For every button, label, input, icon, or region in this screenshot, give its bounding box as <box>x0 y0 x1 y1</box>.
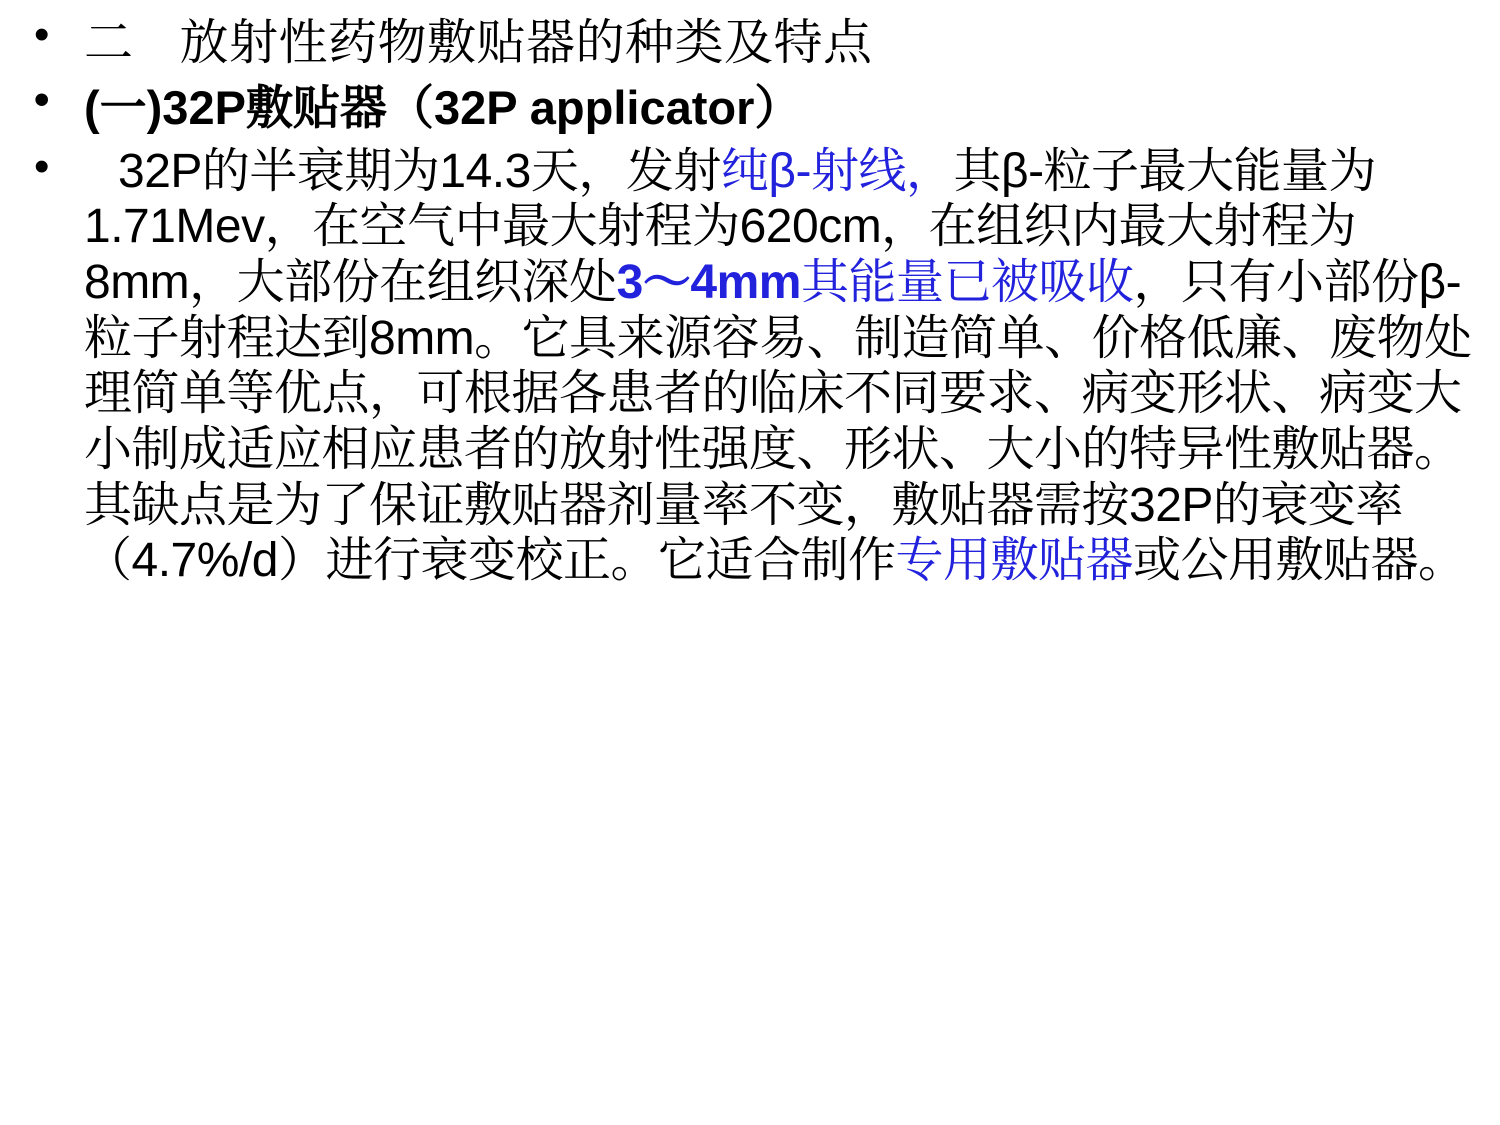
paragraph-segment-4-range: 3～4mm <box>616 255 801 309</box>
paragraph-segment-5-highlight: 其能量已被吸收 <box>800 255 1134 309</box>
body-paragraph <box>22 144 1480 589</box>
paragraph-segment-1: 32P的半衰期为14.3天，发射 <box>118 144 721 198</box>
heading-2-code: (一)32P <box>84 80 246 134</box>
paragraph-segment-6: ，只有小部份β-粒子射程达到8mm。它具来源容易、制造简单、价格低廉、废物处理简单等优点，可根据各患者的临床不同要求、病变形状、病变大小制成适应相应患者的放射性强度、形状、大小的特异性敷贴器。其缺点是为了保证敷贴器剂量率不变，敷贴器需按32P的衰变率（4.7%/d）进行衰变校正。它适合制作 <box>84 255 1472 588</box>
paragraph-segment-2-highlight: 纯β-射线， <box>720 144 954 198</box>
paragraph-segment-7-highlight: 专用敷贴器 <box>895 534 1133 588</box>
heading-line-1 <box>22 14 1480 73</box>
heading-line-2 <box>22 79 1480 138</box>
heading-1-prefix: 二 <box>84 16 134 70</box>
heading-1-text: 放射性药物敷贴器的种类及特点 <box>179 16 873 70</box>
heading-2-close-paren: ） <box>754 80 802 134</box>
heading-2-en: 32P applicator <box>433 80 755 134</box>
paragraph-segment-3: 其β-粒子最大能量为1.71Mev，在空气中最大射程为620cm，在组织内最大射程为8mm，大部份在组织深处 <box>84 144 1377 309</box>
heading-2-cn: 敷贴器（ <box>245 80 434 134</box>
paragraph-segment-8: 或公用敷贴器。 <box>1132 534 1466 588</box>
bullet-list <box>22 14 1480 589</box>
